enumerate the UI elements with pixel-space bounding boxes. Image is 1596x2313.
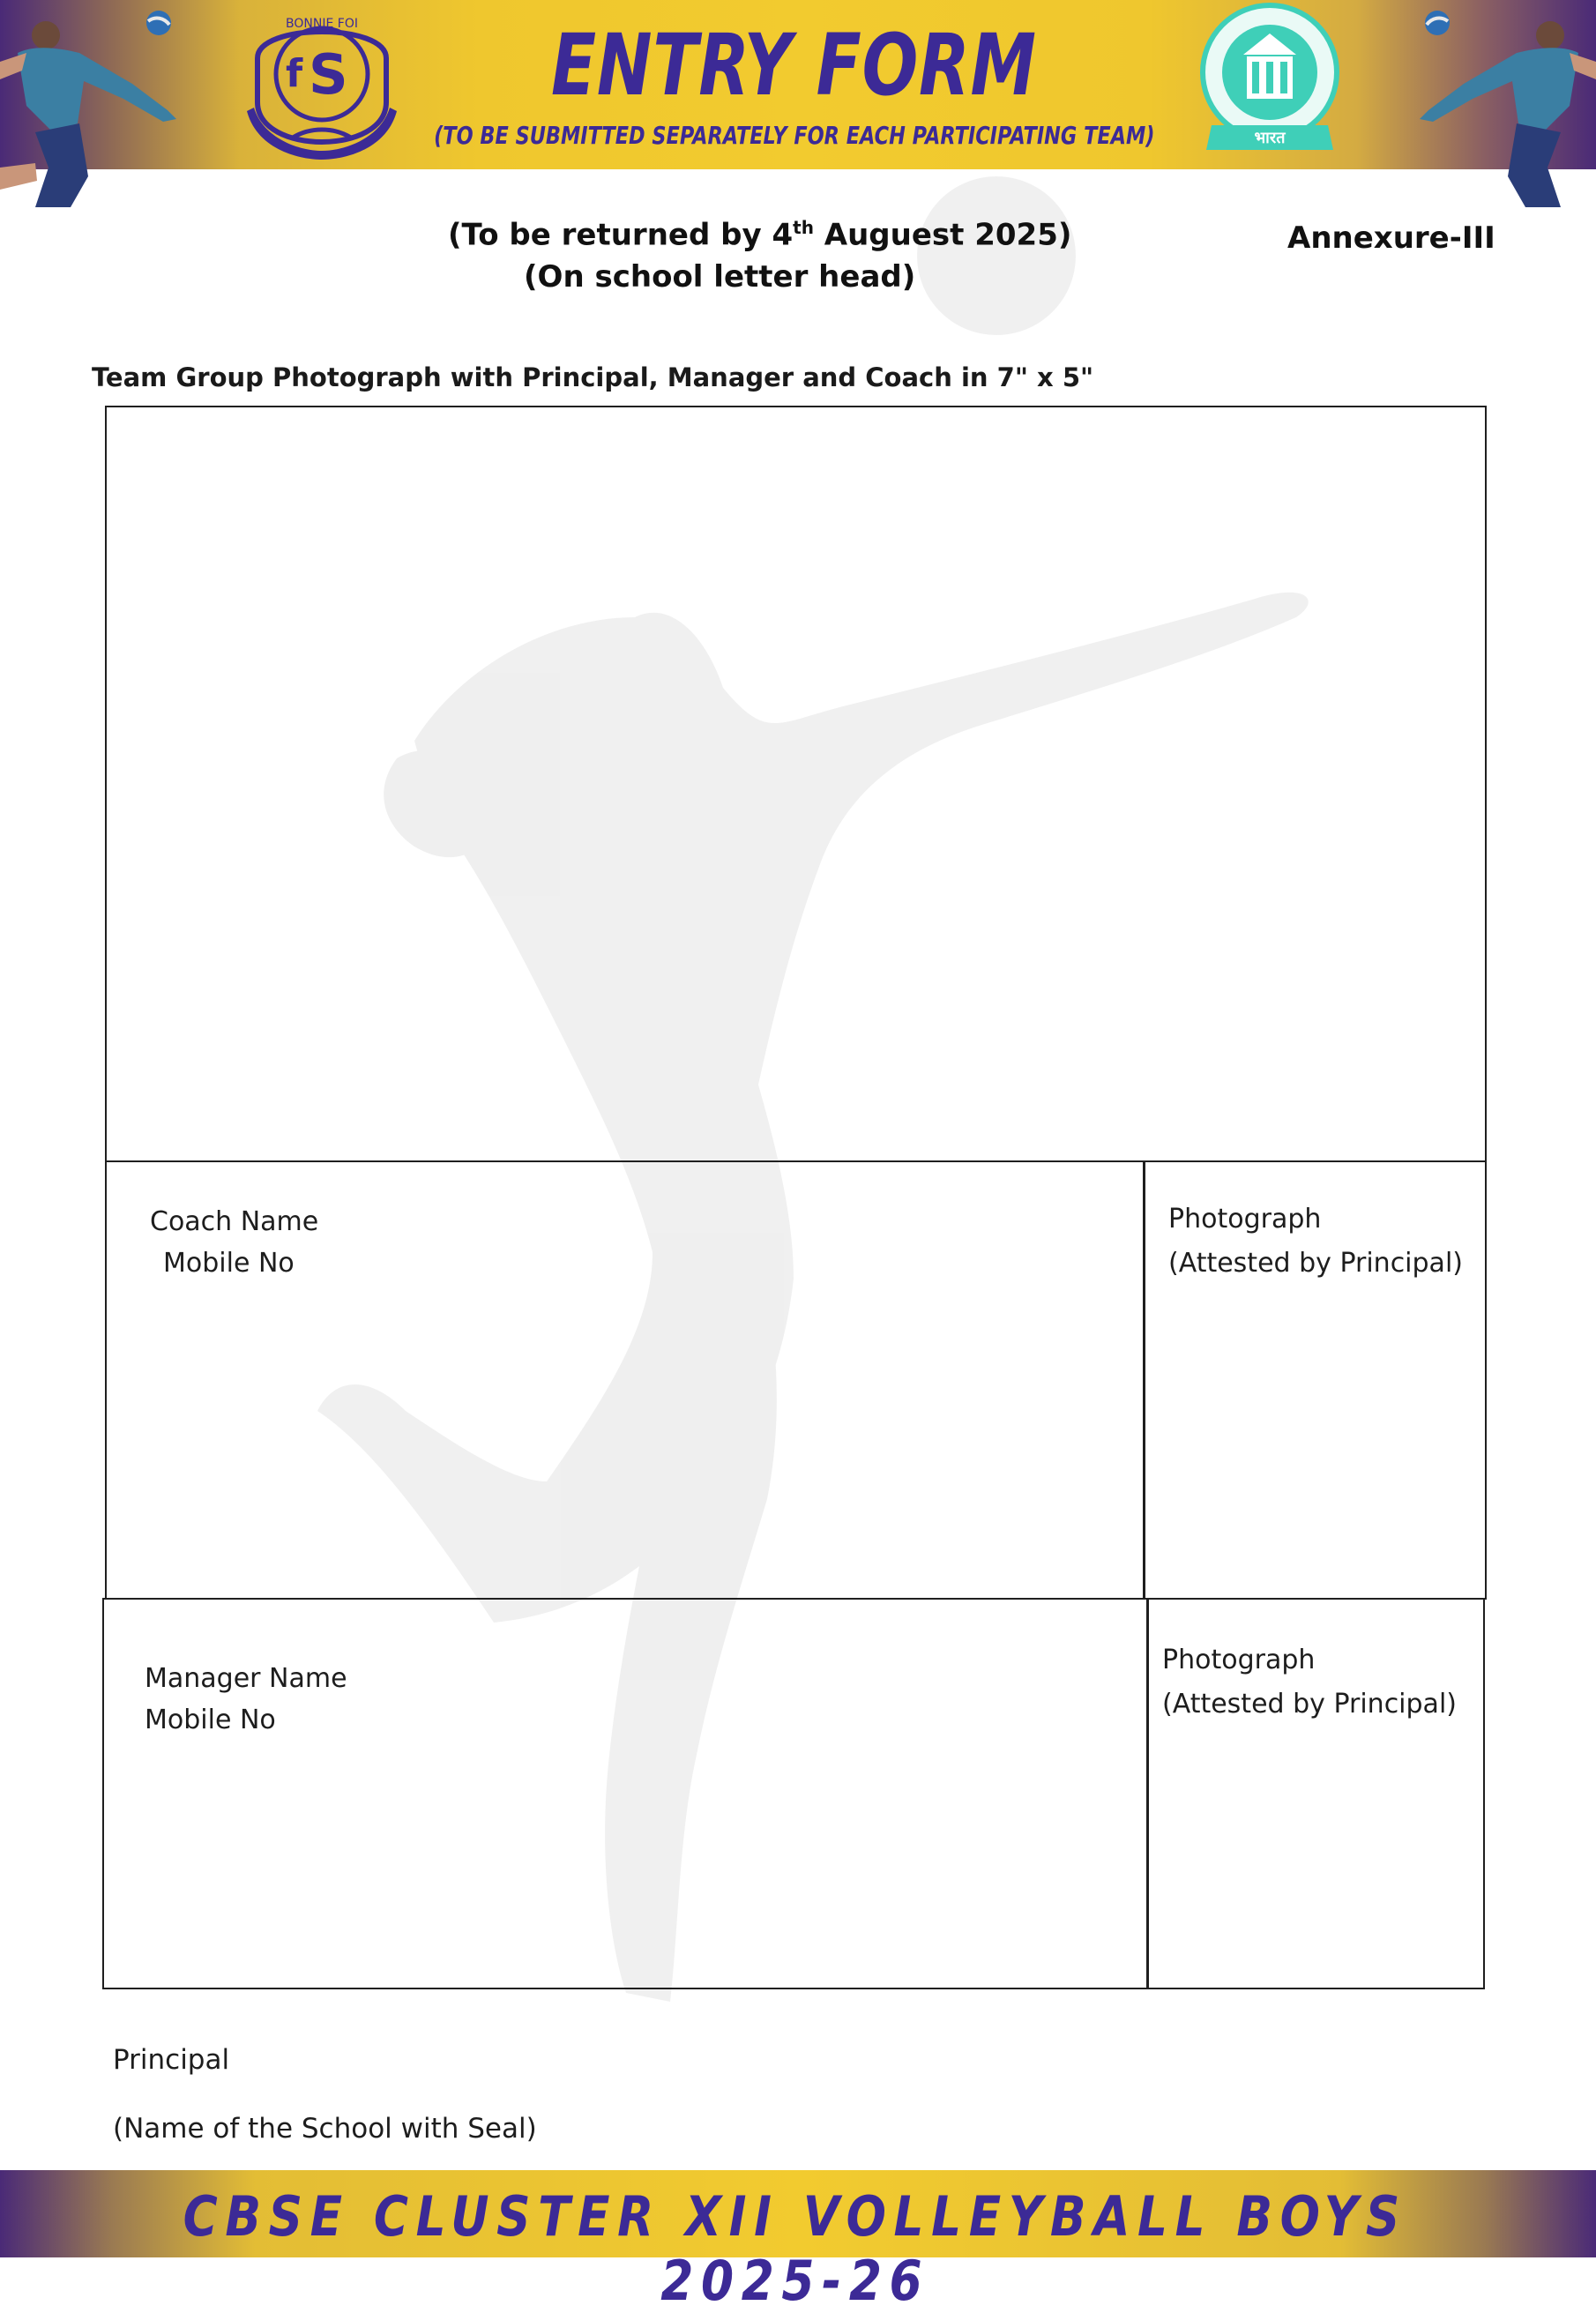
manager-mobile-label: Mobile No xyxy=(145,1705,276,1735)
team-photo-caption: Team Group Photograph with Principal, Manager and Coach in 7" x 5" xyxy=(92,362,1094,392)
footer-banner xyxy=(0,2170,1596,2313)
volleyball-player-right-image xyxy=(1402,0,1596,207)
letter-head-note: (On school letter head) xyxy=(524,259,916,295)
cbse-emblem-icon xyxy=(1199,2,1340,168)
return-deadline-ordinal: th xyxy=(793,217,814,238)
volleyball-player-left-image xyxy=(0,0,194,207)
return-deadline-text xyxy=(448,217,1071,252)
svg-text:S: S xyxy=(309,42,348,107)
svg-text:f: f xyxy=(286,51,303,96)
return-deadline-prefix: (To be returned by 4 xyxy=(448,217,794,253)
principal-label: Principal xyxy=(113,2044,230,2076)
coach-name-label: Coach Name xyxy=(150,1206,319,1237)
footer-banner-text: CBSE CLUSTER XII VOLLEYBALL BOYS 2025-26 xyxy=(183,2184,1407,2313)
cbse-emblem-text: भारत xyxy=(1254,129,1286,147)
annexure-label: Annexure-III xyxy=(1287,220,1495,256)
manager-photo-label: Photograph xyxy=(1162,1645,1316,1675)
bonnie-foi-logo-text: BONNIE FOI xyxy=(286,17,358,31)
header-banner xyxy=(0,0,1596,169)
manager-photo-note: (Attested by Principal) xyxy=(1162,1689,1457,1720)
coach-mobile-label: Mobile No xyxy=(163,1248,295,1279)
coach-photo-label: Photograph xyxy=(1168,1204,1322,1235)
page-subtitle: (TO BE SUBMITTED SEPARATELY FOR EACH PARTICIPATING TEAM) xyxy=(434,121,1155,150)
coach-photo-note: (Attested by Principal) xyxy=(1168,1248,1463,1279)
return-deadline-suffix: Auguest 2025) xyxy=(813,217,1072,253)
team-photo-box[interactable] xyxy=(105,406,1487,1162)
manager-name-label: Manager Name xyxy=(145,1663,347,1694)
school-seal-label: (Name of the School with Seal) xyxy=(113,2113,537,2145)
manager-details-box[interactable] xyxy=(102,1598,1149,1989)
page-title: ENTRY FORM xyxy=(551,16,1037,115)
